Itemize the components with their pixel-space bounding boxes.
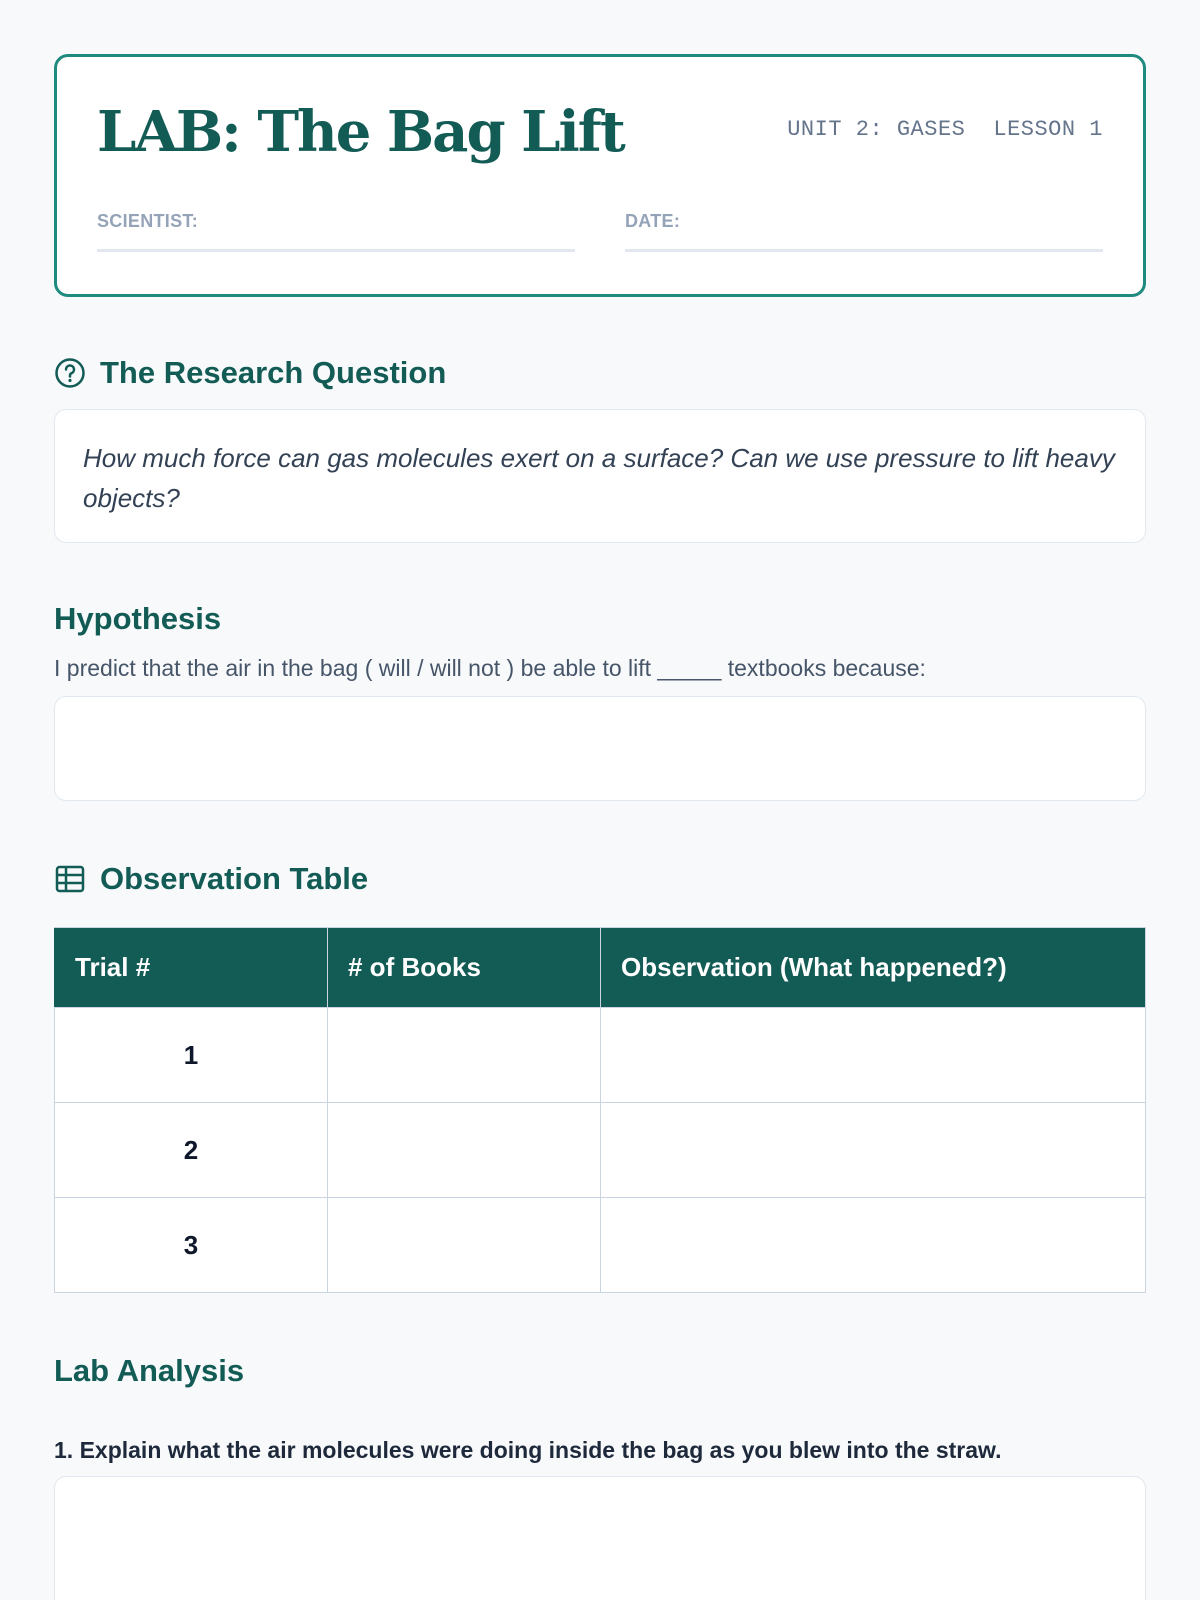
books-cell[interactable] bbox=[328, 1198, 601, 1293]
research-question-box: How much force can gas molecules exert on a surface? Can we use pressure to lift heavy objects? bbox=[54, 409, 1146, 543]
fields-row bbox=[97, 211, 1103, 252]
analysis-answer-box-1[interactable] bbox=[54, 1476, 1146, 1600]
observation-table-heading bbox=[54, 861, 1146, 897]
trial-number-cell: 2 bbox=[55, 1103, 328, 1198]
research-question-heading bbox=[54, 355, 1146, 391]
table-grid-icon bbox=[54, 863, 86, 895]
research-question-title: The Research Question bbox=[100, 355, 447, 390]
lesson-label: LESSON 1 bbox=[993, 117, 1103, 142]
hypothesis-heading: Hypothesis bbox=[54, 601, 222, 636]
scientist-label: SCIENTIST: bbox=[97, 211, 199, 231]
lab-analysis-heading: Lab Analysis bbox=[54, 1353, 245, 1388]
hypothesis-prompt: I predict that the air in the bag ( will / will not ) be able to lift _____ textbooks because: bbox=[54, 655, 926, 681]
table-row bbox=[55, 1008, 1146, 1103]
column-header-books: # of Books bbox=[328, 928, 601, 1008]
trial-number-cell: 1 bbox=[55, 1008, 328, 1103]
question-circle-icon bbox=[54, 357, 86, 389]
observation-table-title: Observation Table bbox=[100, 861, 369, 896]
unit-meta bbox=[787, 117, 1103, 142]
date-field[interactable] bbox=[625, 211, 1103, 252]
observation-cell[interactable] bbox=[601, 1103, 1146, 1198]
table-header-row bbox=[55, 928, 1146, 1008]
title-row bbox=[97, 97, 1103, 179]
observation-cell[interactable] bbox=[601, 1198, 1146, 1293]
books-cell[interactable] bbox=[328, 1008, 601, 1103]
scientist-field[interactable] bbox=[97, 211, 575, 252]
trial-number-cell: 3 bbox=[55, 1198, 328, 1293]
date-label: DATE: bbox=[625, 211, 681, 231]
hypothesis-answer-box[interactable] bbox=[54, 696, 1146, 801]
analysis-question-1: 1. Explain what the air molecules were doing inside the bag as you blew into the straw. bbox=[54, 1437, 1002, 1463]
observation-table bbox=[54, 927, 1146, 1293]
column-header-trial: Trial # bbox=[55, 928, 328, 1008]
column-header-observation: Observation (What happened?) bbox=[601, 928, 1146, 1008]
table-row bbox=[55, 1103, 1146, 1198]
table-row bbox=[55, 1198, 1146, 1293]
observation-cell[interactable] bbox=[601, 1008, 1146, 1103]
lab-title: LAB: The Bag Lift bbox=[97, 99, 624, 165]
header-card bbox=[54, 54, 1146, 297]
unit-label: UNIT 2: GASES bbox=[787, 117, 966, 142]
books-cell[interactable] bbox=[328, 1103, 601, 1198]
